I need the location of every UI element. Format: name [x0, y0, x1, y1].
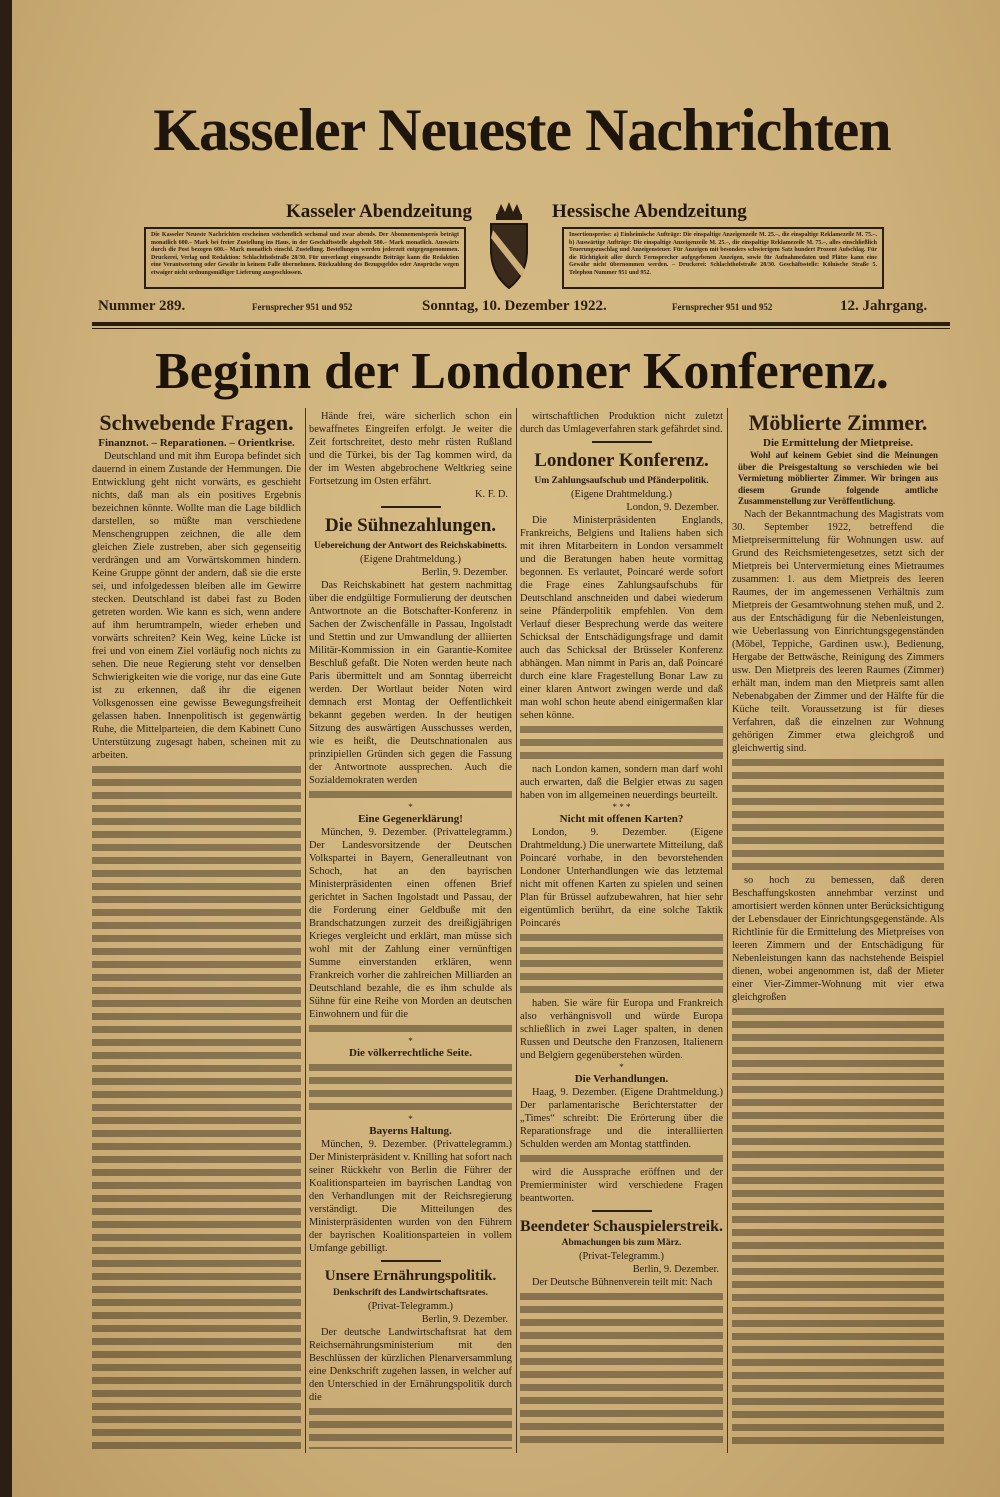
subscription-info-box: Die Kasseler Neueste Nachrichten erscheinen wöchentlich sechsmal und zwar abends. Der Abonnementspreis beträgt monatlich 600.– Mark bei freier Zustellung ins Haus, in der Geschäftsstelle abgeholt 580.– Mark monatlich. Auswärts durch die Post bezogen 600.– Mark monatlich einschl. Zustellung. Bestellungen werden jederzeit entgegengenommen. Druckerei, Verlag und Redaktion: Schlachthofstraße 28/30. Für unverlangt eingesandte Beiträge kann die Redaktion eine Verantwortung oder Gewähr in keinem Falle übernehmen. Rückzahlung des Bezugsgeldes oder Ansprüche wegen etwaiger nicht ordnungsmäßiger Lieferung ausgeschlossen. — [144, 227, 466, 289]
separator-star: * — [619, 1062, 624, 1072]
article-body-continuation — [309, 1061, 512, 1113]
article-body-continuation — [732, 756, 944, 873]
article-schwebende-fragen — [92, 410, 301, 1450]
section-title: Die Verhandlungen. — [574, 1073, 669, 1085]
article-kicker: Abmachungen bis zum März. — [561, 1238, 682, 1248]
article-dateline: Berlin, 9. Dezember. — [421, 1314, 508, 1325]
article-body: Hände frei, wäre sicherlich schon ein bewaffnetes Eingreifen erfolgt. Je weiter die Zeit fortschreitet, desto mehr rüsten Rußland und die Türkei, bis der Tag kommen wird, da der im Westen abgebrochene Weltkrieg seine Fortsetzung im Osten erfährt. — [309, 411, 512, 487]
author-signature: K. F. D. — [475, 489, 508, 500]
article-body-continuation — [520, 723, 723, 762]
advertising-rates-box: Insertionspreise: a) Einheimische Aufträge: Die einspaltige Anzeigenzeile M. 25.–, die einspaltige Reklamezeile M. 75.–. b) Auswärtige Aufträge: Die einspaltige Anzeigenzeile M. 25.–, die einspaltige Reklamezeile M. 75.–, alles einschließlich Teuerungszuschlag und Anzeigensteuer. Für Anzeigen mit besonders schwierigem Satz hundert Prozent Aufschlag. Für die Richtigkeit aller durch Fernsprecher aufgegebenen Anzeigen, sowie für Aufnahmedaten und Plätze kann eine Gewähr nicht übernommen werden. – Druckerei: Schlachthofstraße 28/30. Geschäftsstelle: Kölnische Straße 5. Telephon Nummer 951 und 952. — [562, 227, 884, 289]
masthead-subtitle-left: Kasseler Abendzeitung — [286, 201, 472, 222]
article-body-continuation — [92, 763, 301, 1449]
section-title: Bayerns Haltung. — [369, 1125, 452, 1137]
article-body-continuation — [520, 1290, 723, 1449]
article-body: so hoch zu bemessen, daß deren Beschaffungskosten annehmbar verzinst und amortisiert werden können unter Berücksichtigung der Lebensdauer der Einrichtungsgegenstände. Als Richtlinie für die Ermittelung des Mietpreises von leeren Zimmern und der Entschädigung für Nebenleistungen kann das nachstehende Beispiel dienen, wobei angenommen ist, daß der Mieter einer Vier-Zimmer-Wohnung mit vier etwa gleichgroßen — [732, 874, 944, 1003]
section-title: Die völkerrechtliche Seite. — [349, 1047, 472, 1059]
main-headline: Beginn der Londoner Konferenz. — [155, 343, 889, 400]
article-body-continuation — [309, 788, 512, 801]
article-moeblierte-zimmer — [732, 410, 944, 1450]
article-body: wird die Aussprache eröffnen und der Premierminister wird verschiedene Fragen beantworten. — [520, 1167, 723, 1204]
article-body: haben. Sie wäre für Europa und Frankreich also verhängnisvoll und würde Europa schließlich in zwei Lager spalten, in denen Russen und Deutsche den Franzosen, Italienern und Belgiern gegenüberstehen würden. — [520, 998, 723, 1061]
issue-date: Sonntag, 10. Dezember 1922. — [422, 298, 607, 314]
article-body-continuation — [520, 931, 723, 996]
article-dateline: Berlin, 9. Dezember. — [632, 1264, 719, 1275]
article-body: Der Deutsche Bühnenverein teilt mit: Nach — [532, 1277, 713, 1288]
article-title: Londoner Konferenz. — [534, 450, 709, 471]
article-dateline: London, 9. Dezember. — [626, 502, 719, 513]
article-body: Die Ministerpräsidenten Englands, Frankreichs, Belgiens und Italiens haben sich mit ihren Mitarbeitern in London versammelt und die Beratungen haben heute vormittag begonnen. Es verlautet, Poincaré werde sofort die Frage eines Zahlungsaufschubs für Deutschland anschneiden und dabei wiederum seine Pfänderpolitik empfehlen. Von dem Verlauf dieser Besprechung werde das weitere Schicksal der Entschädigungsfrage und damit auch das Schicksal der Brüsseler Konferenz abhängen. Man nimmt in Paris an, daß Poincaré durch eine klare Fragestellung Bonar Law zu einer klaren Antwort zwingen werde und daß man wohl schon heute abend einigermaßen klar sehen könne. — [520, 515, 723, 721]
article-source: (Eigene Drahtmeldung.) — [571, 489, 672, 500]
separator-star: * — [408, 802, 413, 812]
article-kicker: Denkschrift des Landwirtschaftsrates. — [333, 1288, 488, 1298]
article-body: Nach der Bekanntmachung des Magistrats vom 30. September 1922, betreffend die Mietpreisermittelung für Wohnungen usw. auf Grund des Reichsmietengesetzes, setzt sich der Mietpreis bei Untervermietung eines Mietraumes zusammen: 1. aus dem Mietpreis des leeren Raumes, der im angemessenen Verhältnis zum Mietpreis der Gesamtwohnung stehen muß, und 2. aus der Entschädigung für die Nebenleistungen, wie Ueberlassung von Einrichtungsgegenständen (Möbel, Teppiche, Gardinen usw.), Bedienung, Hergabe der Bettwäsche, Reinigung des Zimmers usw. Den Mietpreis des leeren Raumes (Zimmer) erhält man, indem man den Mietpreis samt allen Nebenabgaben der Zimmer und der Hälfte für die Küche teilt. Voraussetzung ist für dieses Verfahren, daß die einzelnen zur Wohnung gehörigen Zimmer etwa gleichgroß und gleichwertig sind. — [732, 508, 944, 754]
column-divider — [727, 408, 728, 1453]
masthead-subtitle-right: Hessische Abendzeitung — [552, 201, 747, 222]
article-title: Beendeter Schauspielerstreik. — [520, 1218, 723, 1235]
volume: 12. Jahrgang. — [840, 298, 928, 314]
article-body: München, 9. Dezember. (Privattelegramm.) Der Ministerpräsident v. Knilling hat sofort nach seiner Rückkehr von Berlin die Führer der Koalitionsparteien im bayrischen Landtag von den Verhandlungen mit der Reichsregierung verständigt. Die Mitteilungen des Ministerpräsidenten wurden von den Führern der bayrischen Koalitionsparteien in vollem Umfange gebilligt. — [309, 1139, 512, 1254]
phone-left: Fernsprecher 951 und 952 — [252, 302, 353, 312]
section-rule — [592, 441, 652, 443]
article-source: (Privat-Telegramm.) — [368, 1301, 453, 1312]
article-body: Deutschland und mit ihm Europa befindet sich dauernd in einem Zustande der Hemmungen. Die Entwicklung geht nicht vorwärts, es geschieht nichts, daß man als ein positives Ergebnis bezeichnen könnte. Wollte man die Lage bildlich darstellen, so müßte man verschiedene Menschengruppen zeichnen, die alle dem gleichen Ziele zustreben, aber sich gegenseitig verdrängen und am Vorwärtskommen hindern. Keine Gruppe gönnt der andern, daß sie die erste sei, und infolgedessen bleiben alle im Gewirre stecken. Deutschland ist dabei fast zu Boden getreten worden. Wie kann es sich, wenn andere auf ihm herumtrampeln, wieder erheben und vorwärts schreiten? Kein Weg, keine Lücke ist frei und von einem Ziel vorläufig noch nichts zu sehen. Die neue Regierung steht vor denselben Schwierigkeiten wie die vorige, nur das eine Gute ist zu erkennen, daß ihr die eigenen Volksgenossen eine gewisse Bewegungsfreiheit gelassen haben. Innenpolitisch ist gegenwärtig Ruhe, die Mittelparteien, die dem Kabinett Cuno Unterstützung zugesagt haben, scheinen mit zu arbeiten. — [92, 451, 301, 761]
phone-right: Fernsprecher 951 und 952 — [672, 302, 773, 312]
issue-number: Nummer 289. — [98, 298, 186, 314]
article-source: (Eigene Drahtmeldung.) — [360, 554, 461, 565]
masthead-rule-thin — [92, 328, 950, 329]
separator-star: * — [408, 1036, 413, 1046]
article-kicker: Finanznot. – Reparationen. – Orientkrise. — [98, 437, 295, 449]
article-body: München, 9. Dezember. (Privattelegramm.) Der Landesvorsitzende der Deutschen Volkspartei in Bayern, Generalleutnant von Schoch, hat an den bayrischen Ministerpräsidenten einen offenen Brief gerichtet in Sachen Ingolstadt und Passau, der die Forderung einer Geldbuße mit den Brandschatzungen zurzeit des dreißigjährigen Krieges vergleicht und erklärt, man müsse sich wohl mit der Zahlung einer vernünftigen Summe einverstanden erklären, wenn Frankreich vorher die zahlreichen Milliarden an Deutschland bezahle, die es ihm schulde als Sühne für eine Reihe von Morden an deutschen Einwohnern und für die — [309, 827, 512, 1020]
masthead-title: Kasseler Neueste Nachrichten — [153, 97, 891, 163]
article-kicker: Um Zahlungsaufschub und Pfänderpolitik. — [534, 476, 709, 486]
section-title: Eine Gegenerklärung! — [358, 813, 463, 825]
article-body: Haag, 9. Dezember. (Eigene Drahtmeldung.) Der parlamentarische Berichterstatter der „Times“ schreibt: Die Erörterung über die Reparationsfrage und die interalliierten Schulden werden am Montag stattfinden. — [520, 1087, 723, 1150]
article-body: wirtschaftlichen Produktion nicht zuletzt durch das Umlageverfahren stark gefährdet sind. — [520, 411, 723, 435]
article-body-continuation — [309, 1022, 512, 1035]
article-body-continuation — [520, 1152, 723, 1165]
article-body: Der deutsche Landwirtschaftsrat hat dem Reichsernährungsministerium mit den Beschlüssen der kürzlichen Plenarversammlung eine Denkschrift zugehen lassen, in welcher auf den Unterschied in der Ernährungspolitik durch die — [309, 1327, 512, 1403]
column-divider — [305, 408, 306, 1453]
section-rule — [592, 1210, 652, 1212]
masthead-rule — [92, 322, 950, 326]
scan-edge — [0, 0, 12, 1497]
article-kicker: Die Ermittelung der Mietpreise. — [763, 437, 913, 449]
article-dateline: Berlin, 9. Dezember. — [421, 567, 508, 578]
coat-of-arms-icon — [485, 200, 533, 290]
article-body: Das Reichskabinett hat gestern nachmittag über die endgültige Formulierung der deutschen Antwortnote an die Botschafter-Konferenz in Sachen der Zwischenfälle in Passau, Ingolstadt und Stettin und zur Umwandlung der alliierten Militär-Kommission in ein Garantie-Komitee Beschluß gefaßt. Die Noten werden heute nach Paris übermittelt und am Sonntag überreicht werden. Der Wortlaut beider Noten wird demnach erst Montag der Oeffentlichkeit bekannt gegeben werden. In der heutigen Sitzung des auswärtigen Ausschusses werden, wie es heißt, die Deutschnationalen aus prinzipiellen Gründen sich gegen die Fassung der Antwortnote aussprechen. Auch die Sozialdemokraten werden — [309, 580, 512, 786]
issue-info-row — [92, 298, 952, 318]
separator-stars: * * * — [612, 802, 631, 812]
article-title: Unsere Ernährungspolitik. — [324, 1268, 497, 1284]
article-body-continuation — [309, 1405, 512, 1449]
column-3 — [520, 410, 723, 1450]
section-rule — [381, 1260, 441, 1262]
section-rule — [381, 506, 441, 508]
section-title: Nicht mit offenen Karten? — [559, 813, 684, 825]
article-title: Möblierte Zimmer. — [748, 410, 928, 435]
article-title: Schwebende Fragen. — [99, 410, 294, 435]
column-2 — [309, 410, 512, 1450]
article-source: (Privat-Telegramm.) — [579, 1251, 664, 1262]
article-body: nach London kamen, sondern man darf wohl auch erwarten, daß die Belgier etwas zu sagen haben von im allgemeinen neuerdings beurteilt. — [520, 764, 723, 801]
article-intro: Wohl auf keinem Gebiet sind die Meinungen über die Preisgestaltung so verschieden wie bei Vermietung möblierter Zimmer. Wir bringen aus diesem Grunde folgende amtliche Zusammenstellung zur Veröffentlichung. — [738, 450, 938, 506]
article-title: Die Sühnezahlungen. — [324, 515, 497, 536]
article-kicker: Uebereichung der Antwort des Reichskabinetts. — [313, 541, 508, 551]
column-divider — [516, 408, 517, 1453]
separator-star: * — [408, 1114, 413, 1124]
article-body-continuation — [732, 1005, 944, 1450]
article-body: London, 9. Dezember. (Eigene Drahtmeldung.) Die unerwartete Mitteilung, daß Poincaré vorhabe, in den bevorstehenden Londoner Unterhandlungen wie das letztemal nicht mit offenen Karten zu spielen und seinen Plan für Brüssel aufzubewahren, hat hier sehr eigentümlich berührt, da eine solche Taktik Poincarés — [520, 827, 723, 929]
